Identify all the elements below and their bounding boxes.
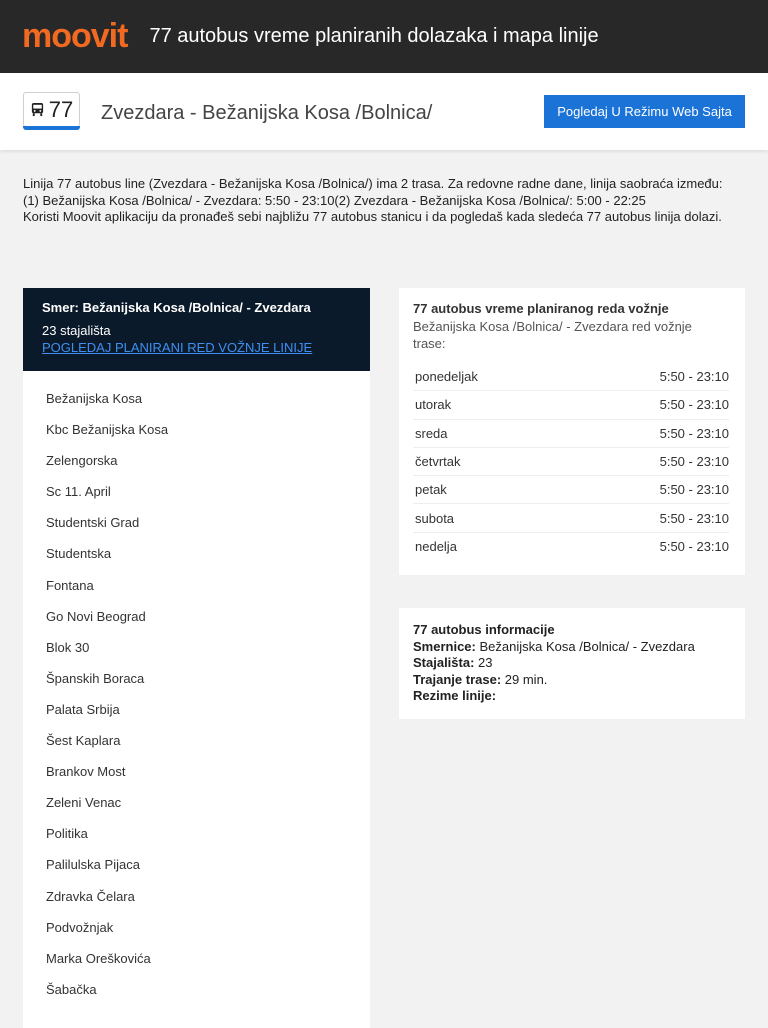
- table-row: [413, 476, 729, 504]
- stop-item[interactable]: Marka Oreškovića: [46, 950, 151, 966]
- stop-item[interactable]: Šest Kaplara: [46, 733, 121, 749]
- schedule-table: [413, 363, 729, 560]
- info-panel: [399, 608, 745, 719]
- stop-item[interactable]: Zdravka Čelara: [46, 888, 135, 904]
- info-duration: [413, 672, 695, 689]
- stop-item[interactable]: Studentska: [46, 546, 112, 562]
- moovit-logo[interactable]: moovit: [22, 17, 128, 55]
- info-label: Trajanje trase:: [413, 671, 502, 687]
- time-cell: 5:50 - 23:10: [659, 538, 729, 554]
- table-row: [413, 391, 729, 419]
- time-cell: 5:50 - 23:10: [566, 363, 729, 391]
- stop-item[interactable]: Go Novi Beograd: [46, 608, 146, 624]
- stop-item[interactable]: Blok 30: [46, 639, 90, 655]
- intro-text: [23, 176, 723, 226]
- stop-item[interactable]: Palata Srbija: [46, 701, 120, 717]
- time-cell: 5:50 - 23:10: [566, 476, 729, 504]
- stop-item[interactable]: Zelengorska: [46, 453, 118, 469]
- intro-paragraph: Koristi Moovit aplikaciju da pronađeš sebi najbližu 77 autobus stanicu i da pogledaš kada sledeća 77 autobus linija dolazi.: [23, 209, 722, 224]
- table-row: [413, 447, 729, 475]
- info-value: 29 min.: [504, 671, 548, 687]
- stops-header: [23, 288, 370, 371]
- info-content: [413, 622, 695, 705]
- line-badge: [23, 92, 80, 127]
- web-view-button[interactable]: Pogledaj U Režimu Web Sajta: [544, 95, 745, 128]
- line-number: 77: [48, 96, 74, 122]
- stop-item[interactable]: Kbc Bežanijska Kosa: [46, 422, 169, 438]
- table-row: [413, 504, 729, 532]
- stop-item[interactable]: Šabačka: [46, 981, 97, 997]
- time-cell: 5:50 - 23:10: [566, 447, 729, 475]
- time-cell: 5:50 - 23:10: [566, 419, 729, 447]
- time-cell: 5:50 - 23:10: [566, 391, 729, 419]
- page-title: 77 autobus vreme planiranih dolazaka i mapa linije: [149, 25, 599, 47]
- line-name: Zvezdara - Bežanijska Kosa /Bolnica/: [101, 102, 433, 124]
- bus-icon: [30, 102, 45, 117]
- stops-panel: [23, 288, 370, 1028]
- table-row: [413, 363, 729, 391]
- info-label: Stajališta:: [413, 655, 475, 670]
- top-bar: [0, 0, 768, 73]
- stop-item[interactable]: Zeleni Venac: [46, 795, 122, 811]
- info-summary: [413, 688, 695, 705]
- stop-item[interactable]: Studentski Grad: [46, 515, 140, 531]
- schedule-panel: [399, 288, 745, 575]
- intro-paragraph: Linija 77 autobus line (Zvezdara - Bežanijska Kosa /Bolnica/) ima 2 trasa. Za redovne radne dane, linija saobraća između:: [23, 176, 723, 191]
- schedule-link[interactable]: POGLEDAJ PLANIRANI RED VOŽNJE LINIJE: [42, 340, 313, 355]
- table-row: [413, 532, 729, 560]
- stop-item[interactable]: Palilulska Pijaca: [46, 857, 140, 873]
- stop-item[interactable]: Politika: [46, 826, 88, 842]
- time-cell: 5:50 - 23:10: [566, 504, 729, 532]
- day-cell: četvrtak: [413, 447, 566, 475]
- info-stops: [413, 655, 695, 672]
- day-cell: petak: [413, 476, 566, 504]
- info-label: Rezime linije:: [413, 688, 497, 703]
- info-label: Smernice:: [413, 638, 476, 654]
- day-cell: utorak: [413, 391, 566, 419]
- info-title: 77 autobus informacije: [413, 622, 555, 637]
- day-cell: subota: [413, 504, 566, 532]
- stop-item[interactable]: Podvožnjak: [46, 919, 114, 935]
- direction-title: Smer: Bežanijska Kosa /Bolnica/ - Zvezdara: [42, 300, 311, 315]
- stop-item[interactable]: Fontana: [46, 577, 94, 593]
- stops-list: [23, 371, 370, 1005]
- table-row: [413, 419, 729, 447]
- info-value: Bežanijska Kosa /Bolnica/ - Zvezdara: [479, 638, 695, 654]
- day-cell: sreda: [413, 419, 566, 447]
- stop-item[interactable]: Sc 11. April: [46, 484, 111, 500]
- line-bar: [0, 73, 768, 150]
- intro-paragraph: (1) Bežanijska Kosa /Bolnica/ - Zvezdara: 5:50 - 23:10(2) Zvezdara - Bežanijska Kosa /Bolnica/: 5:00 - 22:25: [23, 192, 646, 208]
- info-value: 23: [478, 655, 493, 670]
- stop-item[interactable]: Španskih Boraca: [46, 670, 145, 686]
- day-cell: nedelja: [415, 538, 457, 554]
- schedule-subtitle: Bežanijska Kosa /Bolnica/ - Zvezdara red vožnje trase:: [413, 319, 692, 351]
- schedule-title: 77 autobus vreme planiranog reda vožnje: [413, 301, 669, 316]
- stop-item[interactable]: Brankov Most: [46, 764, 126, 780]
- stops-count: 23 stajališta: [42, 323, 111, 338]
- day-cell: ponedeljak: [413, 363, 566, 391]
- info-direction: [413, 639, 695, 656]
- stop-item[interactable]: Bežanijska Kosa: [46, 391, 143, 406]
